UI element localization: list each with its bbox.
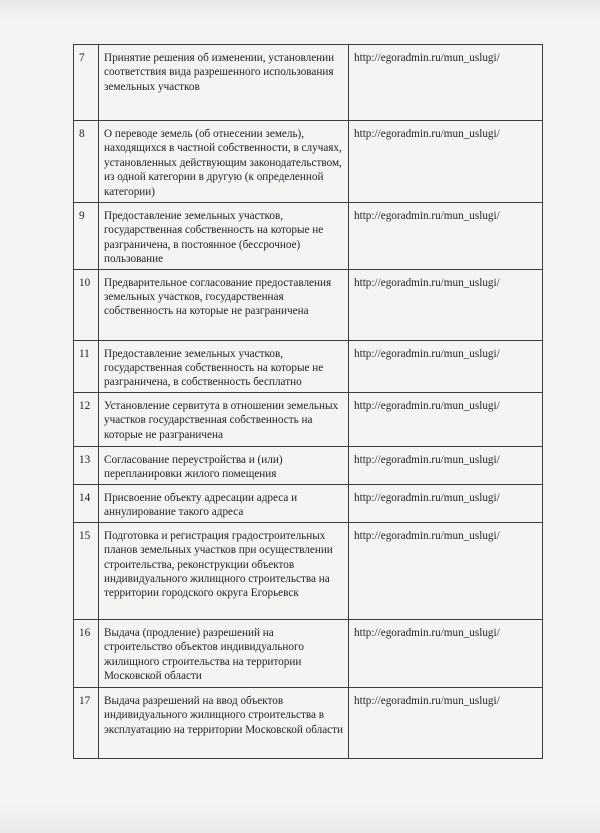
service-name: Присвоение объекту адресации адреса и аннулирование такого адреса [99,484,349,522]
service-link: http://egoradmin.ru/mun_uslugi/ [349,484,543,522]
service-name: Предварительное согласование предоставления земельных участков, государственная собственность на которые не разграничена [99,269,349,340]
service-name: Предоставление земельных участков, государственная собственность на которые не разграничена, в постоянное (бессрочное) пользование [99,203,349,270]
table-row [74,522,543,619]
scan-edge-top [0,0,600,22]
service-name: Согласование переустройства и (или) перепланировки жилого помещения [99,446,349,484]
row-number: 8 [74,121,99,203]
row-number: 11 [74,340,99,392]
services-table [73,44,543,759]
scan-edge-bottom [0,803,600,833]
service-link: http://egoradmin.ru/mun_uslugi/ [349,203,543,270]
service-name: Принятие решения об изменении, установлении соответствия вида разрешенного использования земельных участков [99,45,349,121]
row-number: 14 [74,484,99,522]
service-name: Выдача разрешений на ввод объектов индивидуального жилищного строительства в эксплуатацию на территории Московской области [99,687,349,758]
table-row [74,619,543,687]
table-row [74,392,543,446]
service-link: http://egoradmin.ru/mun_uslugi/ [349,392,543,446]
service-link: http://egoradmin.ru/mun_uslugi/ [349,269,543,340]
table-row [74,203,543,270]
service-link: http://egoradmin.ru/mun_uslugi/ [349,522,543,619]
row-number: 10 [74,269,99,340]
service-link: http://egoradmin.ru/mun_uslugi/ [349,121,543,203]
row-number: 17 [74,687,99,758]
service-link: http://egoradmin.ru/mun_uslugi/ [349,619,543,687]
table-row [74,446,543,484]
table-row [74,484,543,522]
service-link: http://egoradmin.ru/mun_uslugi/ [349,340,543,392]
row-number: 9 [74,203,99,270]
row-number: 12 [74,392,99,446]
service-link: http://egoradmin.ru/mun_uslugi/ [349,687,543,758]
row-number: 7 [74,45,99,121]
table-row [74,687,543,758]
table-row [74,121,543,203]
row-number: 13 [74,446,99,484]
service-name: О переводе земель (об отнесении земель), находящихся в частной собственности, в случаях, установленных действующим законодательством, из одной категории в другую (к определенной категории) [99,121,349,203]
service-name: Предоставление земельных участков, государственная собственность на которые не разграничена, в собственность бесплатно [99,340,349,392]
row-number: 16 [74,619,99,687]
service-name: Установление сервитута в отношении земельных участков государственная собственность на которые не разграничена [99,392,349,446]
service-link: http://egoradmin.ru/mun_uslugi/ [349,446,543,484]
table-row [74,45,543,121]
table-row [74,340,543,392]
service-name: Подготовка и регистрация градостроительных планов земельных участков при осуществлении строительства, реконструкции объектов индивидуального жилищного строительства на территории городского округа Егорьевск [99,522,349,619]
table-row [74,269,543,340]
service-link: http://egoradmin.ru/mun_uslugi/ [349,45,543,121]
row-number: 15 [74,522,99,619]
service-name: Выдача (продление) разрешений на строительство объектов индивидуального жилищного строительства на территории Московской области [99,619,349,687]
